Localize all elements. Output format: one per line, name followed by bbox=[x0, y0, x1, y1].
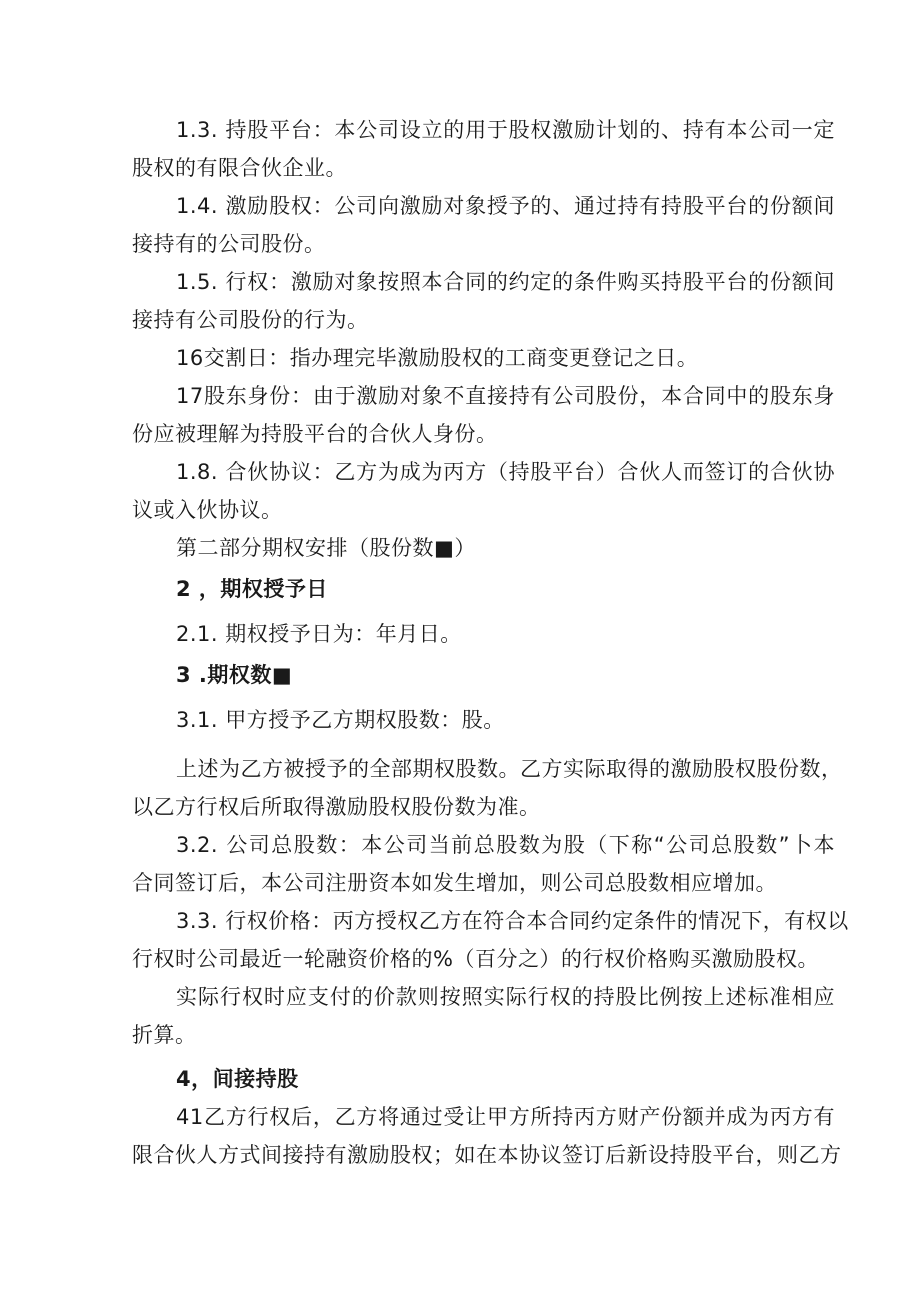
paragraph-payment-line-1: 实际行权时应支付的价款则按照实际行权的持股比例按上述标准相应 bbox=[176, 985, 835, 1009]
clause-1-7-line-2: 份应被理解为持股平台的合伙人身份。 bbox=[132, 422, 498, 446]
clause-1-8-line-2: 议或入伙协议。 bbox=[132, 498, 283, 522]
clause-1-4-line-2: 接持有的公司股份。 bbox=[132, 232, 326, 256]
clause-1-5-line-1: 1.5. 行权：激励对象按照本合同的约定的条件购买持股平台的份额间 bbox=[176, 270, 835, 294]
clause-1-5-line-2: 接持有公司股份的行为。 bbox=[132, 308, 369, 332]
clause-4-1-line-1: 41乙方行权后，乙方将通过受让甲方所持丙方财产份额并成为丙方有 bbox=[176, 1105, 835, 1129]
clause-3-3-line-2: 行权时公司最近一轮融资价格的%（百分之）的行权价格购买激励股权。 bbox=[132, 947, 819, 971]
heading-3-option-count: 3 .期权数■ bbox=[176, 663, 293, 687]
clause-1-3-line-2: 股权的有限合伙企业。 bbox=[132, 156, 347, 180]
clause-3-3-line-1: 3.3. 行权价格：丙方授权乙方在符合本合同约定条件的情况下，有权以 bbox=[176, 909, 849, 933]
clause-1-3-line-1: 1.3. 持股平台：本公司设立的用于股权激励计划的、持有本公司一定 bbox=[176, 118, 835, 142]
clause-3-2-line-2: 合同签订后，本公司注册资本如发生增加，则公司总股数相应增加。 bbox=[132, 871, 777, 895]
clause-1-6-line-1: 16交割日：指办理完毕激励股权的工商变更登记之日。 bbox=[176, 346, 699, 370]
clause-1-4-line-1: 1.4. 激励股权：公司向激励对象授予的、通过持有持股平台的份额间 bbox=[176, 194, 835, 218]
clause-3-1: 3.1. 甲方授予乙方期权股数：股。 bbox=[176, 708, 505, 732]
heading-2-grant-date: 2 ，期权授予日 bbox=[176, 577, 328, 601]
section-heading-part-2: 第二部分期权安排（股份数■） bbox=[176, 536, 476, 560]
clause-2-1: 2.1. 期权授予日为：年月日。 bbox=[176, 622, 462, 646]
clause-1-8-line-1: 1.8. 合伙协议：乙方为成为丙方（持股平台）合伙人而签订的合伙协 bbox=[176, 460, 835, 484]
paragraph-granted-total-line-2: 以乙方行权后所取得激励股权股份数为准。 bbox=[132, 795, 541, 819]
clause-3-2-line-1: 3.2. 公司总股数：本公司当前总股数为股（下称“公司总股数”卜本 bbox=[176, 833, 835, 857]
paragraph-payment-line-2: 折算。 bbox=[132, 1023, 197, 1047]
paragraph-granted-total-line-1: 上述为乙方被授予的全部期权股数。乙方实际取得的激励股权股份数， bbox=[176, 757, 843, 781]
clause-4-1-line-2: 限合伙人方式间接持有激励股权；如在本协议签订后新设持股平台，则乙方 bbox=[132, 1143, 842, 1167]
clause-1-7-line-1: 17股东身份：由于激励对象不直接持有公司股份，本合同中的股东身 bbox=[176, 384, 835, 408]
heading-4-indirect-holding: 4，间接持股 bbox=[176, 1067, 299, 1091]
